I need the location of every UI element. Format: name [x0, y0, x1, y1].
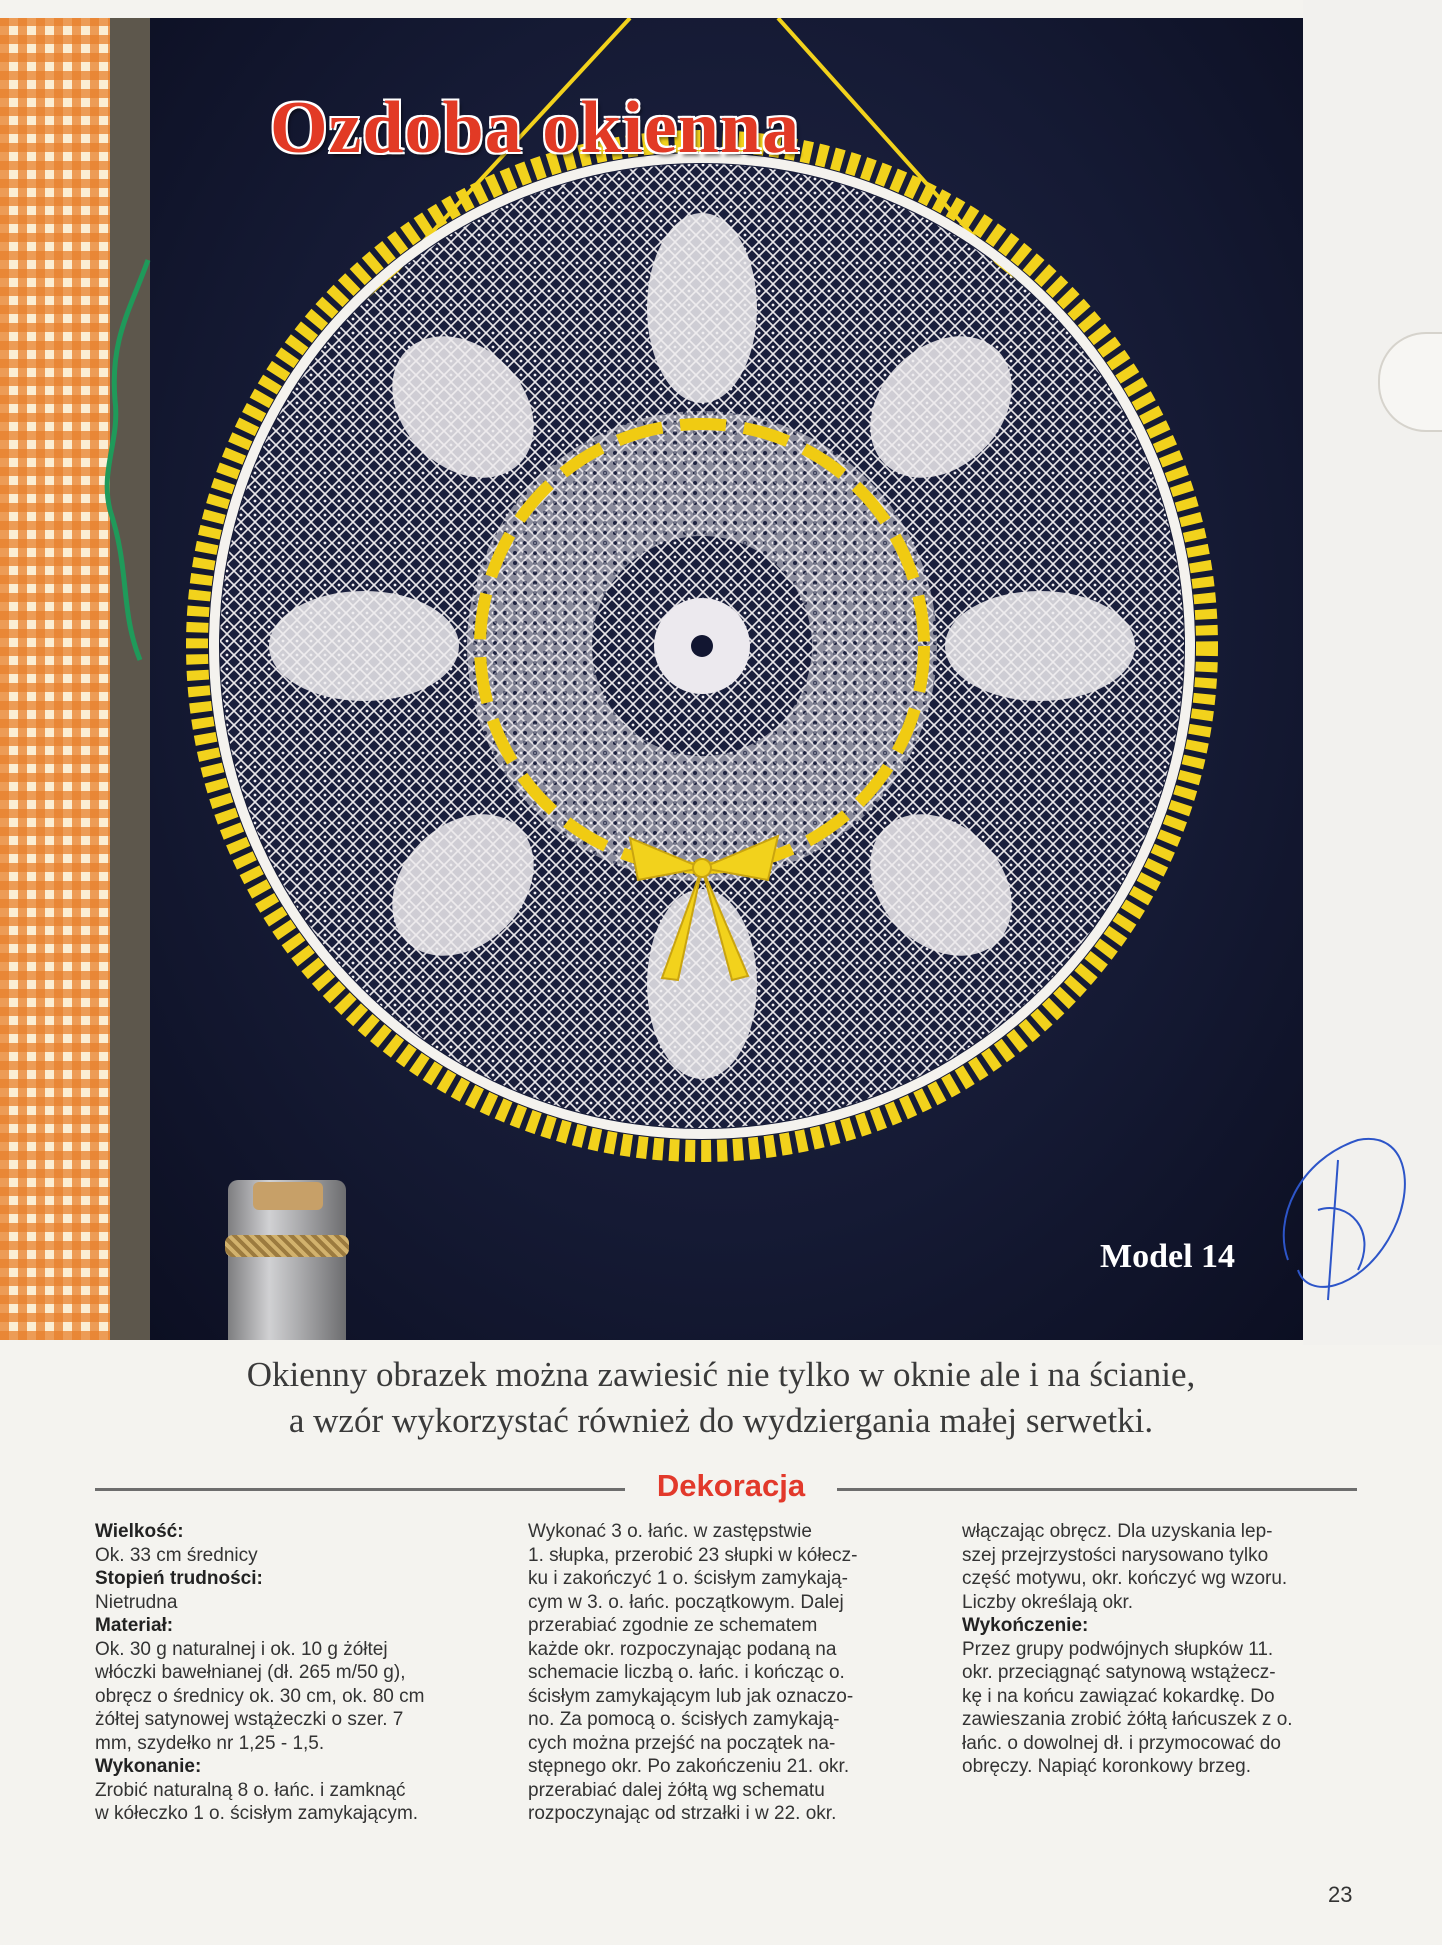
caption — [80, 1352, 1362, 1444]
body-line: 1. słupka, przerobić 23 słupki w kółecz- — [528, 1544, 858, 1566]
body-line: cym w 3. o. łańc. początkowym. Dalej — [528, 1591, 844, 1613]
finishing-label: Wykończenie: — [962, 1615, 1089, 1636]
page-number: 23 — [1328, 1882, 1353, 1907]
section-rule-left — [95, 1488, 625, 1491]
difficulty-value: Nietrudna — [95, 1591, 178, 1613]
execution-label: Wykonanie: — [95, 1756, 202, 1777]
caption-line-2: a wzór wykorzystać również do wydziergania małej serwetki. — [288, 1401, 1154, 1440]
body-line: ku i zakończyć 1 o. ścisłym zamykają- — [528, 1568, 848, 1589]
center-hole — [691, 635, 713, 657]
material-line: mm, szydełko nr 1,25 - 1,5. — [95, 1732, 325, 1754]
material-line: żółtej satynowej wstążeczki o szer. 7 — [95, 1709, 404, 1730]
body-line: część motywu, okr. kończyć wg wzoru. — [962, 1568, 1288, 1589]
finishing-line: obręczy. Napiąć koronkowy brzeg. — [962, 1756, 1251, 1777]
body-line: szej przejrzystości narysowano tylko — [962, 1544, 1269, 1566]
jar-cork — [253, 1182, 323, 1210]
section-header — [95, 1468, 1357, 1508]
execution-line: Zrobić naturalną 8 o. łańc. i zamknąć — [95, 1779, 406, 1801]
material-line: Ok. 30 g naturalnej i ok. 10 g żółtej — [95, 1638, 388, 1660]
execution-line: w kółeczko 1 o. ścisłym zamykającym. — [95, 1803, 419, 1824]
body-line: schemacie liczbą o. łańc. i kończąc o. — [528, 1662, 845, 1683]
body-line: Liczby określają okr. — [962, 1591, 1134, 1613]
body-line: Wykonać 3 o. łańc. w zastępstwie — [528, 1521, 812, 1542]
column-2 — [528, 1520, 928, 1826]
material-line: obręcz o średnicy ok. 30 cm, ok. 80 cm — [95, 1685, 425, 1707]
body-line: każde okr. rozpoczynając podaną na — [528, 1638, 837, 1660]
caption-line-1: Okienny obrazek można zawiesić nie tylko w oknie ale i na ścianie, — [246, 1355, 1196, 1394]
finishing-line: łańc. o dowolnej dł. i przymocować do — [962, 1732, 1281, 1754]
gingham-curtain — [0, 18, 110, 1340]
jar-raffia — [225, 1235, 349, 1257]
difficulty-label: Stopień trudności: — [95, 1568, 263, 1589]
section-rule-right — [837, 1488, 1357, 1491]
page-title: Ozdoba okienna — [270, 87, 801, 169]
column-3 — [962, 1520, 1362, 1779]
finishing-line: Przez grupy podwójnych słupków 11. — [962, 1638, 1274, 1660]
finishing-line: okr. przeciągnąć satynową wstążecz- — [962, 1662, 1276, 1683]
body-line: rozpoczynając od strzałki i w 22. okr. — [528, 1803, 837, 1824]
body-line: ścisłym zamykającym lub jak oznaczo- — [528, 1685, 854, 1707]
body-line: stępnego okr. Po zakończeniu 21. okr. — [528, 1756, 850, 1777]
body-line: przerabiać dalej żółtą wg schematu — [528, 1779, 825, 1801]
material-line: włóczki bawełnianej (dł. 265 m/50 g), — [95, 1662, 406, 1683]
column-1 — [95, 1520, 495, 1826]
finishing-line: kę i na końcu zawiązać kokardkę. Do — [962, 1685, 1275, 1707]
body-line: przerabiać zgodnie ze schematem — [528, 1615, 818, 1636]
green-pen-mark — [90, 250, 160, 670]
section-title: Dekoracja — [656, 1468, 806, 1503]
doily-illustration — [150, 18, 1303, 1340]
material-label: Materiał: — [95, 1615, 174, 1636]
finishing-line: zawieszania zrobić żółtą łańcuszek z o. — [962, 1709, 1293, 1730]
blue-pen-scribble — [1268, 1100, 1428, 1330]
body-line: no. Za pomocą o. ścisłych zamykają- — [528, 1709, 840, 1730]
body-line: cych można przejść na początek na- — [528, 1732, 836, 1754]
size-label: Wielkość: — [95, 1521, 184, 1542]
body-line: włączając obręcz. Dla uzyskania lep- — [962, 1521, 1273, 1542]
model-label: Model 14 — [1100, 1238, 1236, 1275]
size-value: Ok. 33 cm średnicy — [95, 1544, 258, 1566]
